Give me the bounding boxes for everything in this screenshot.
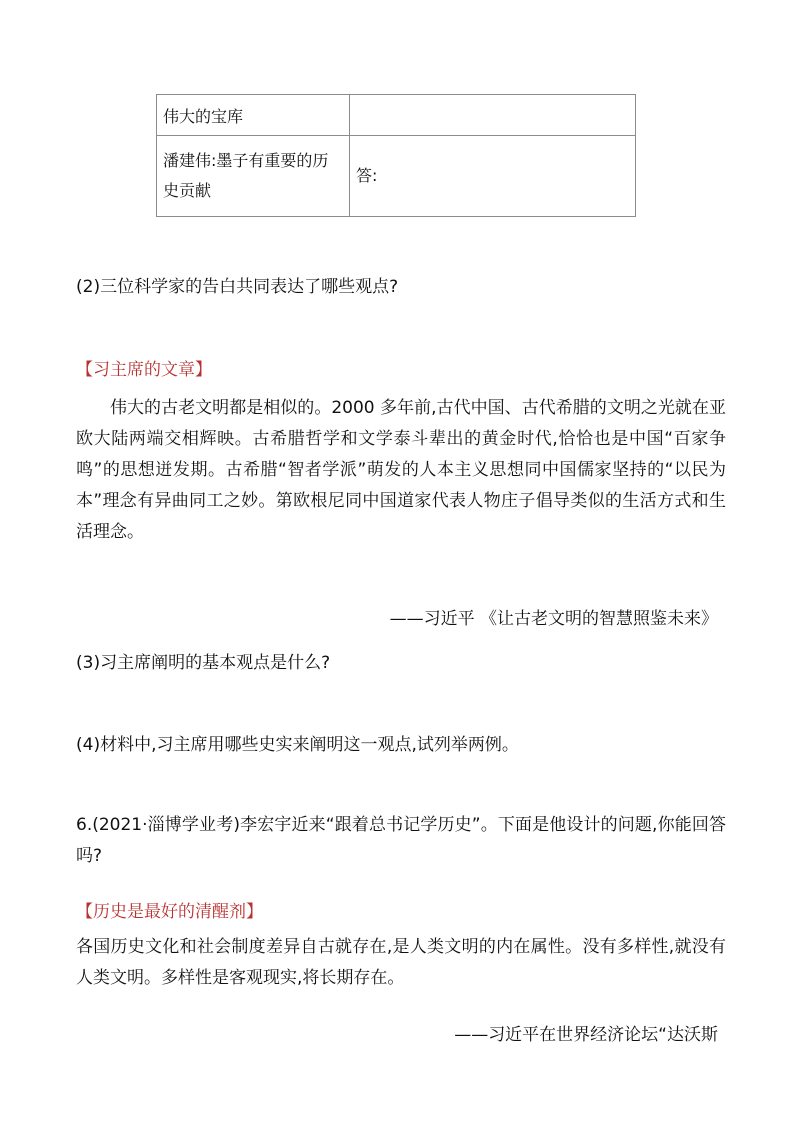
history-source: ——习近平在世界经济论坛“达沃斯 xyxy=(454,1025,718,1045)
question-4: (4)材料中,习主席用哪些史实来阐明这一观点,试列举两例。 xyxy=(76,735,519,755)
table-row xyxy=(157,95,636,136)
article-paragraph: 伟大的古老文明都是相似的。2000 多年前,古代中国、古代希腊的文明之光就在亚欧大陆两端交相辉映。古希腊哲学和文学泰斗辈出的黄金时代,恰恰也是中国“百家争鸣”的思想迸发期。古希腊“智者学派”萌发的人本主义思想同中国儒家坚持的“以民为本”理念有异曲同工之妙。第欧根尼同中国道家代表人物庄子倡导类似的生活方式和生活理念。 xyxy=(76,398,726,542)
question-3: (3)习主席阐明的基本观点是什么? xyxy=(76,653,331,673)
table-cell-topic: 伟大的宝库 xyxy=(157,95,350,136)
article-source: ——习近平 《让古老文明的智慧照鉴未来》 xyxy=(389,609,718,629)
answer-table xyxy=(156,94,636,217)
section-heading-history: 【历史是最好的清醒剂】 xyxy=(76,902,263,922)
table-cell-answer[interactable] xyxy=(350,95,636,136)
table-row xyxy=(157,136,636,217)
table-cell-topic: 潘建伟:墨子有重要的历史贡献 xyxy=(157,136,350,217)
history-paragraph: 各国历史文化和社会制度差异自古就存在,是人类文明的内在属性。没有多样性,就没有人类文明。多样性是客观现实,将长期存在。 xyxy=(76,937,726,988)
section-heading-article: 【习主席的文章】 xyxy=(76,360,212,380)
table-cell-answer[interactable]: 答: xyxy=(350,136,636,217)
question-6: 6.(2021·淄博学业考)李宏宇近来“跟着总书记学历史”。下面是他设计的问题,你能回答吗? xyxy=(76,815,726,866)
question-2: (2)三位科学家的告白共同表达了哪些观点? xyxy=(76,277,399,297)
